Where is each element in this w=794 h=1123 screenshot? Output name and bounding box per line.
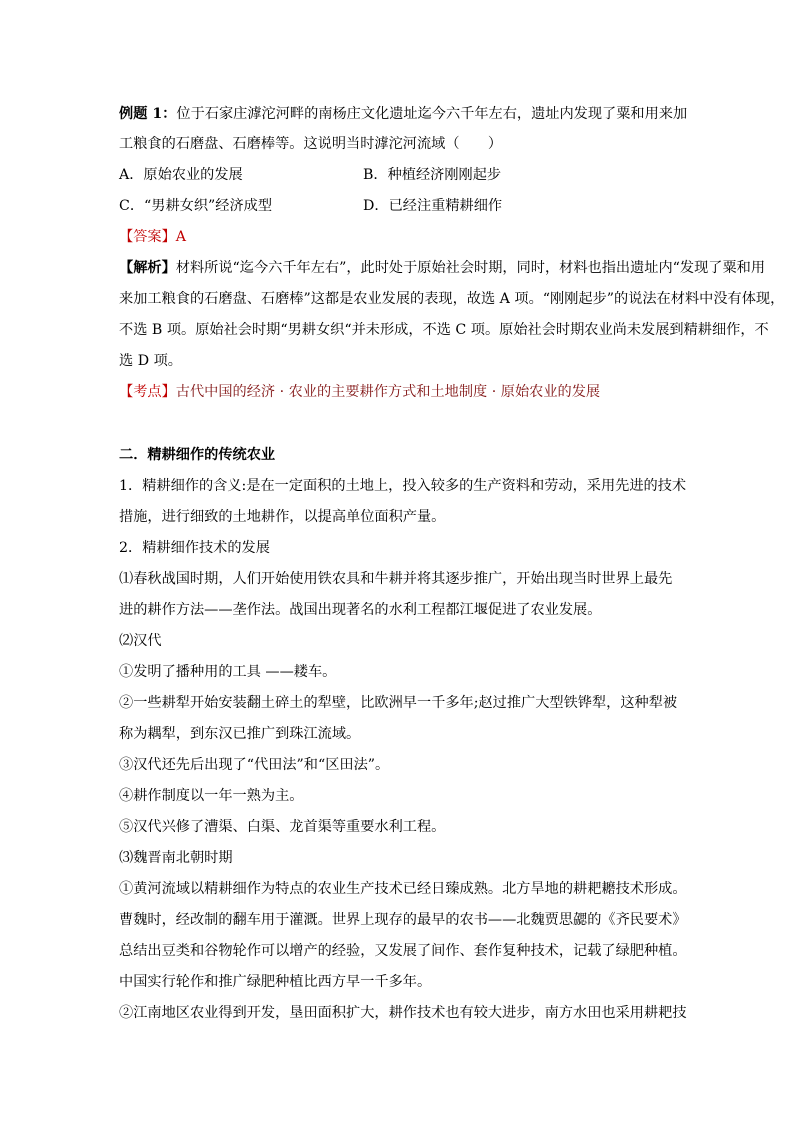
kaodian-value: 古代中国的经济 · 农业的主要耕作方式和土地制度 · 原始农业的发展 [175,384,601,400]
han-item-2-line-2: 称为耦犁，到东汉已推广到珠江流域。 [119,726,361,742]
option-b: B．种植经济刚刚起步 [363,167,502,183]
example-question-line-1: 例题 1：位于石家庄滹沱河畔的南杨庄文化遗址迄今六千年左右，遗址内发现了粟和用来加 [119,106,688,122]
spring-autumn-line-2: 进的耕作方法——垄作法。战国出现著名的水利工程都江堰促进了农业发展。 [119,602,602,618]
kaodian-line [119,382,709,402]
wei-jin-item-1-line-2: 曹魏时，经改制的翻车用于灌溉。世界上现存的最早的农书——北魏贾思勰的《齐民要术》 [119,912,687,928]
analysis-label: 【解析】 [119,260,176,276]
wei-jin-item-1-line-4: 中国实行轮作和推广绿肥种植比西方早一千多年。 [119,974,432,990]
definition-line-2: 措施，进行细致的土地耕作，以提高单位面积产量。 [119,509,446,525]
answer-value: A [175,229,187,245]
answer-line [119,227,709,247]
development-heading: 2．精耕细作技术的发展 [119,540,270,556]
wei-jin-item-2-line-1: ②江南地区农业得到开发，垦田面积扩大，耕作技术也有较大进步，南方水田也采用耕耙技 [119,1005,687,1021]
answer-label: 【答案】 [119,229,176,245]
han-item-2-line-1: ②一些耕犁开始安装翻土碎土的犁壁，比欧洲早一千多年;赵过推广大型铁铧犁，这种犁被 [119,695,678,711]
han-item-1: ①发明了播种用的工具 ——耧车。 [119,664,337,680]
example-label: 例题 1： [119,106,177,122]
analysis-line-2: 来加工粮食的石磨盘、石磨棒”这都是农业发展的表现，故选 A 项。“刚刚起步”的说法在材料中没有体现， [119,291,785,307]
example-question-line-2: 工粮食的石磨盘、石磨棒等。这说明当时滹沱河流域（ ） [119,136,503,152]
option-a: A．原始农业的发展 [119,167,243,183]
spring-autumn-line-1: ⑴春秋战国时期，人们开始使用铁农具和牛耕并将其逐步推广，开始出现当时世界上最先 [119,571,673,587]
option-d: D．已经注重精耕细作 [363,198,503,214]
option-c: C．“男耕女织”经济成型 [119,198,273,214]
analysis-line-4: 选 D 项。 [119,353,182,369]
han-item-4: ④耕作制度以一年一熟为主。 [119,788,304,804]
analysis-line-3: 不选 B 项。原始社会时期“男耕女织“并未形成，不选 C 项。原始社会时期农业尚未发展到精耕细作，不 [119,322,769,338]
section-heading: 二．精耕细作的传统农业 [119,447,276,463]
han-item-3: ③汉代还先后出现了“代田法”和“区田法”。 [119,757,390,773]
wei-jin-item-1-line-3: 总结出豆类和谷物轮作可以增产的经验，又发展了间作、套作复种技术，记载了绿肥种植。 [119,943,687,959]
wei-jin-item-1-line-1: ①黄河流域以精耕细作为特点的农业生产技术已经日臻成熟。北方旱地的耕耙耱技术形成。 [119,881,687,897]
han-heading: ⑵汉代 [119,633,162,649]
wei-jin-heading: ⑶魏晋南北朝时期 [119,850,233,866]
han-item-5: ⑤汉代兴修了漕渠、白渠、龙首渠等重要水利工程。 [119,819,446,835]
kaodian-label: 【考点】 [119,384,176,400]
analysis-line-1: 【解析】材料所说“迄今六千年左右”，此时处于原始社会时期，同时，材料也指出遗址内“发现了粟和用 [119,260,766,276]
definition-line-1: 1．精耕细作的含义:是在一定面积的土地上，投入较多的生产资料和劳动，采用先进的技术 [119,478,687,494]
